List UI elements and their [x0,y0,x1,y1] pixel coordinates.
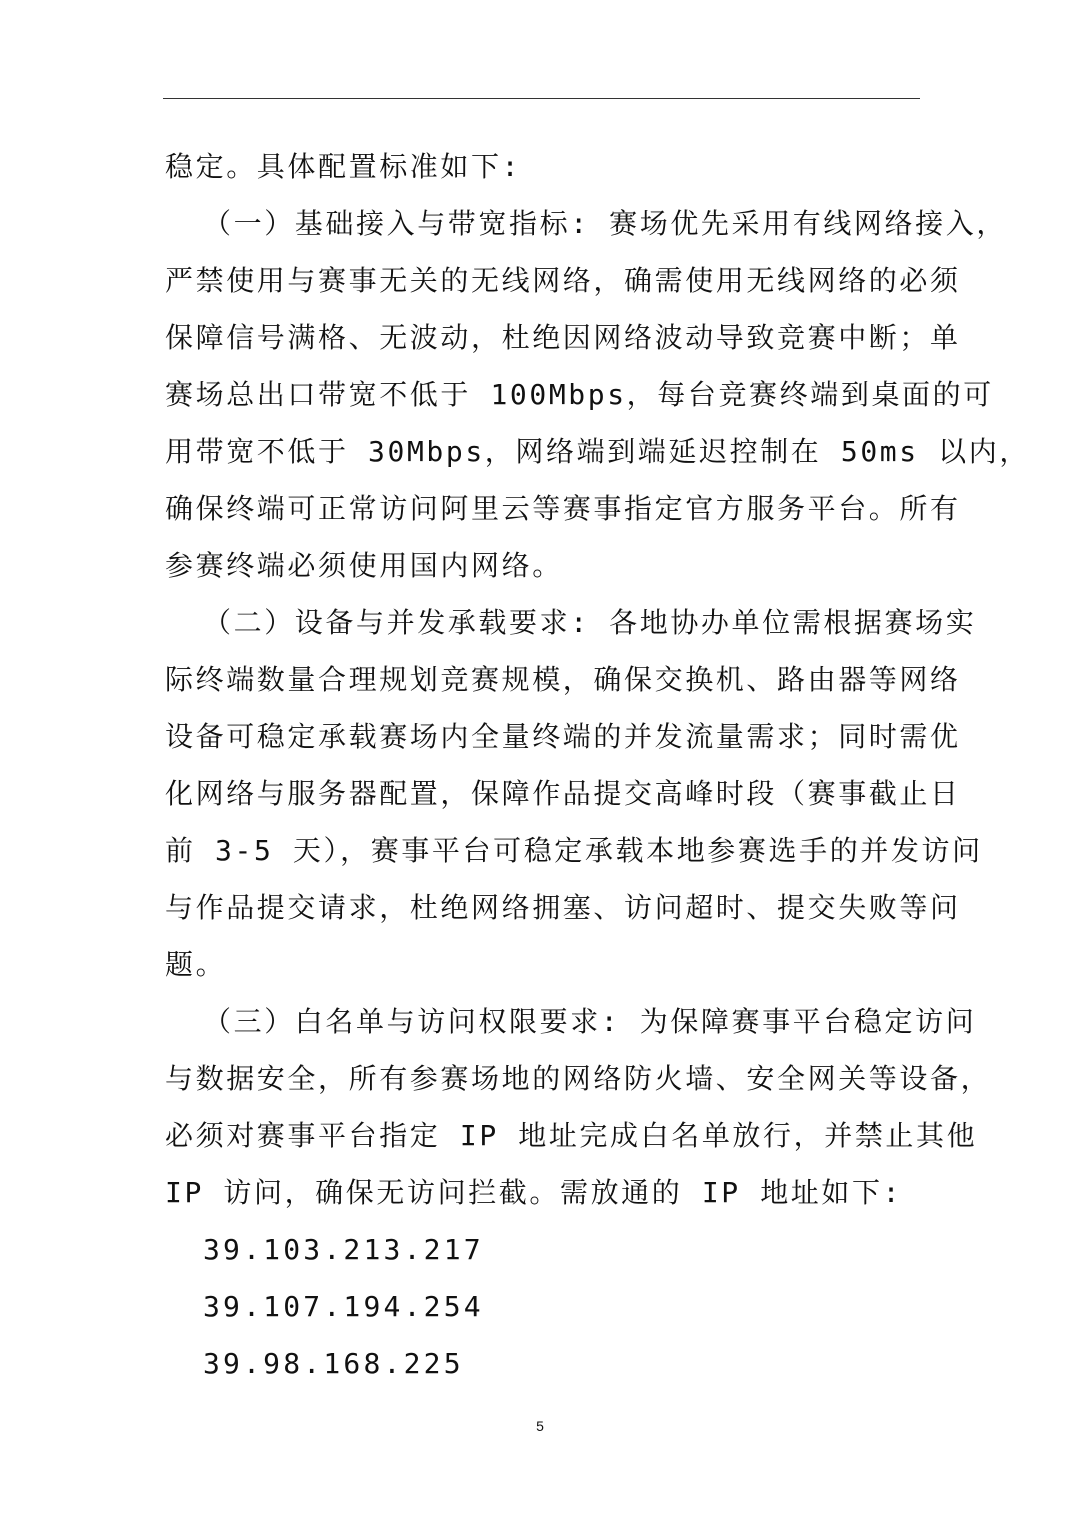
ip-address: 39.98.168.225 [203,1347,464,1380]
paragraph-line: 稳定。具体配置标准如下: [165,150,522,183]
ip-address: 39.107.194.254 [203,1290,484,1323]
paragraph-line: 前 3-5 天），赛事平台可稳定承载本地参赛选手的并发访问 [165,834,983,867]
paragraph-line: 用带宽不低于 30Mbps，网络端到端延迟控制在 50ms 以内， [165,435,1030,468]
page-number: 5 [536,1418,544,1434]
paragraph-line: IP 访问，确保无访问拦截。需放通的 IP 地址如下: [165,1176,903,1209]
section-heading-line: （二）设备与并发承载要求: 各地协办单位需根据赛场实 [203,606,977,639]
document-body [165,138,1030,1392]
paragraph-line: 参赛终端必须使用国内网络。 [165,549,563,582]
paragraph-line: 必须对赛事平台指定 IP 地址完成白名单放行，并禁止其他 [165,1119,978,1152]
paragraph-line: 化网络与服务器配置，保障作品提交高峰时段（赛事截止日 [165,777,961,810]
section-heading-line: （一）基础接入与带宽指标: 赛场优先采用有线网络接入， [203,207,1007,240]
paragraph-line: 设备可稳定承载赛场内全量终端的并发流量需求；同时需优 [165,720,961,753]
section-heading-line: （三）白名单与访问权限要求: 为保障赛事平台稳定访问 [203,1005,977,1038]
paragraph-line: 赛场总出口带宽不低于 100Mbps，每台竞赛终端到桌面的可 [165,378,994,411]
paragraph-line: 与数据安全，所有参赛场地的网络防火墙、安全网关等设备， [165,1062,992,1095]
paragraph-line: 保障信号满格、无波动，杜绝因网络波动导致竞赛中断；单 [165,321,961,354]
paragraph-line: 严禁使用与赛事无关的无线网络，确需使用无线网络的必须 [165,264,961,297]
paragraph-line: 题。 [165,948,227,981]
header-rule [163,98,920,99]
paragraph-line: 确保终端可正常访问阿里云等赛事指定官方服务平台。所有 [165,492,961,525]
ip-address: 39.103.213.217 [203,1233,484,1266]
paragraph-line: 际终端数量合理规划竞赛规模，确保交换机、路由器等网络 [165,663,961,696]
paragraph-line: 与作品提交请求，杜绝网络拥塞、访问超时、提交失败等问 [165,891,961,924]
